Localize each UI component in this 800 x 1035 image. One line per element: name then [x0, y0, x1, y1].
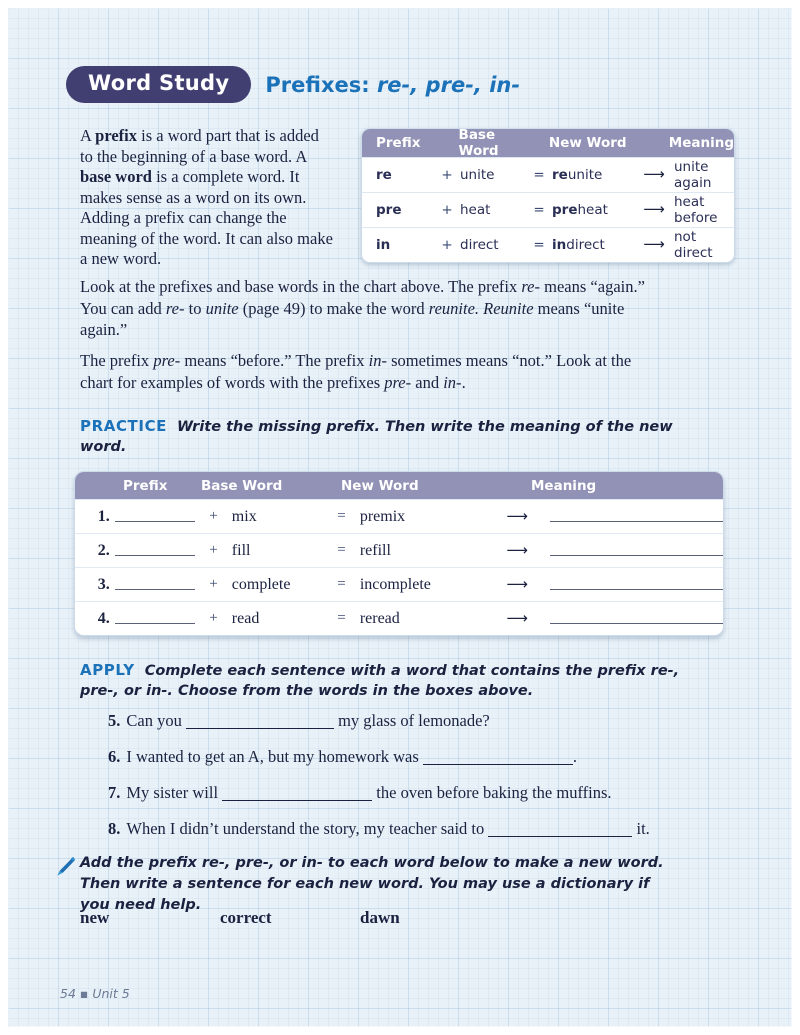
meaning-answer-field[interactable] — [550, 512, 723, 522]
item-number: 8. — [108, 819, 121, 838]
cell-base-word: complete — [231, 575, 291, 593]
cell-base-word: fill — [231, 541, 251, 559]
meaning-answer-field[interactable] — [550, 614, 723, 624]
list-item — [108, 711, 728, 731]
new-word-base-part: unite — [567, 167, 603, 183]
equals-sign: = — [337, 508, 346, 524]
item-number: 6. — [108, 747, 121, 766]
new-word-prefix-part: pre — [552, 202, 578, 218]
list-item — [108, 747, 728, 767]
new-word-prefix-part: in — [552, 237, 567, 253]
sentence-before: I wanted to get an A, but my homework was — [126, 747, 419, 766]
col-header-new-word: New Word — [341, 477, 419, 494]
answer-blank[interactable] — [488, 836, 632, 837]
answer-line — [115, 623, 195, 624]
arrow-icon: ⟶ — [506, 506, 528, 525]
sentence-before: When I didn’t understand the story, my teacher said to — [126, 819, 485, 838]
page-title-items: re-, pre-, in- — [376, 72, 521, 97]
page-title — [265, 73, 520, 97]
table-row — [362, 192, 734, 227]
list-item — [108, 819, 728, 839]
pencil-icon — [54, 855, 76, 877]
col-header-meaning: Meaning — [531, 477, 597, 494]
cell-base-word: heat — [460, 202, 491, 218]
cell-meaning: not direct — [674, 229, 713, 261]
word-list — [80, 908, 580, 928]
prefix-answer-field[interactable] — [115, 614, 195, 624]
col-header-base-word: Base Word — [458, 128, 499, 159]
plus-sign: + — [441, 237, 453, 253]
cell-meaning: heat before — [674, 194, 718, 226]
meaning-answer-field[interactable] — [550, 580, 723, 590]
answer-line — [115, 589, 195, 590]
intro-paragraph: A prefix is a word part that is added to the beginning of a base word. A base word is a complete word. It makes sense as a word on its own. Adding a prefix can change the meaning of the word. It can also make a new word. — [80, 126, 333, 268]
word-item: dawn — [360, 908, 400, 927]
arrow-icon: ⟶ — [643, 200, 665, 218]
table-row — [75, 567, 723, 601]
row-number: 2. — [97, 541, 110, 559]
sentence-after: it. — [636, 819, 650, 838]
col-header-prefix: Prefix — [123, 477, 168, 494]
answer-line — [115, 555, 195, 556]
plus-sign: + — [209, 508, 218, 524]
write-prompt — [80, 853, 680, 916]
cell-prefix: re — [376, 167, 392, 183]
sentence-before: My sister will — [126, 783, 219, 802]
prefix-answer-field[interactable] — [115, 546, 195, 556]
example-chart — [361, 128, 735, 263]
equals-sign: = — [337, 576, 346, 592]
col-header-meaning: Meaning — [668, 135, 734, 151]
prefix-answer-field[interactable] — [115, 580, 195, 590]
apply-directions — [80, 660, 680, 701]
sentence-before: Can you — [126, 711, 182, 730]
new-word-base-part: heat — [577, 202, 608, 218]
sentence-after: my glass of lemonade? — [338, 711, 490, 730]
word-item: new — [80, 908, 110, 927]
item-number: 7. — [108, 783, 121, 802]
col-header-prefix: Prefix — [376, 135, 421, 151]
list-item — [108, 783, 728, 803]
table-row — [75, 533, 723, 567]
plus-sign: + — [209, 542, 218, 558]
arrow-icon: ⟶ — [643, 165, 665, 183]
plus-sign: + — [209, 576, 218, 592]
cell-base-word: mix — [231, 507, 257, 525]
arrow-icon: ⟶ — [506, 540, 528, 559]
answer-line — [550, 555, 723, 556]
write-prompt-text: Add the prefix re-, pre-, or in- to each word below to make a new word. Then write a sentence for each new word. You may use a dictionary if you need help. — [80, 855, 664, 913]
plus-sign: + — [441, 202, 453, 218]
equals-sign: = — [337, 542, 346, 558]
item-number: 5. — [108, 711, 121, 730]
cell-meaning: unite again — [674, 159, 712, 191]
practice-directions — [80, 416, 680, 457]
table-row — [362, 227, 734, 262]
arrow-icon: ⟶ — [643, 235, 665, 253]
row-number: 3. — [97, 575, 110, 593]
apply-directions-text: Complete each sentence with a word that contains the prefix re-, pre-, or in-. Choose from the words in the boxes above. — [80, 663, 680, 699]
meaning-answer-field[interactable] — [550, 546, 723, 556]
answer-blank[interactable] — [423, 764, 573, 765]
cell-new-word: reread — [359, 609, 400, 627]
page-header — [66, 66, 520, 103]
apply-label: APPLY — [80, 661, 135, 679]
answer-blank[interactable] — [222, 800, 372, 801]
table-row — [75, 601, 723, 635]
word-study-badge: Word Study — [66, 66, 251, 103]
equals-sign: = — [533, 237, 545, 253]
row-number: 4. — [97, 609, 110, 627]
answer-blank[interactable] — [186, 728, 334, 729]
col-header-new-word: New Word — [548, 135, 627, 151]
plus-sign: + — [441, 167, 453, 183]
equals-sign: = — [337, 610, 346, 626]
sentence-after: the oven before baking the muffins. — [376, 783, 612, 802]
cell-new-word — [552, 202, 634, 218]
body-paragraph-1: Look at the prefixes and base words in the chart above. The prefix re- means “again.” You can add re- to unite (page 49) to make the word reunite. Reunite means “unite again.” — [80, 277, 645, 339]
practice-directions-text: Write the missing prefix. Then write the meaning of the new word. — [80, 419, 673, 455]
cell-base-word: read — [231, 609, 260, 627]
cell-new-word: incomplete — [359, 575, 431, 593]
practice-label: PRACTICE — [80, 417, 168, 435]
arrow-icon: ⟶ — [506, 574, 528, 593]
word-item: correct — [220, 908, 272, 927]
cell-base-word: direct — [460, 237, 499, 253]
worksheet-page — [8, 8, 792, 1027]
answer-line — [550, 589, 723, 590]
answer-line — [550, 521, 723, 522]
practice-table — [74, 471, 724, 636]
page-title-prefix: Prefixes: — [265, 72, 370, 97]
cell-new-word — [552, 237, 634, 253]
sentence-after: . — [572, 747, 577, 766]
prefix-answer-field[interactable] — [115, 512, 195, 522]
equals-sign: = — [533, 167, 545, 183]
col-header-base-word: Base Word — [201, 477, 283, 494]
answer-line — [550, 623, 723, 624]
page-footer: 54 ▪ Unit 5 — [60, 986, 130, 1001]
cell-new-word — [552, 167, 634, 183]
new-word-prefix-part: re — [552, 167, 568, 183]
practice-table-header-row — [75, 472, 723, 499]
cell-new-word: premix — [359, 507, 406, 525]
row-number: 1. — [97, 507, 110, 525]
cell-base-word: unite — [460, 167, 495, 183]
example-chart-header-row — [362, 129, 734, 157]
plus-sign: + — [209, 610, 218, 626]
table-row — [362, 157, 734, 192]
equals-sign: = — [533, 202, 545, 218]
new-word-base-part: direct — [566, 237, 605, 253]
arrow-icon: ⟶ — [506, 608, 528, 627]
body-paragraph-2: The prefix pre- means “before.” The prefix in- sometimes means “not.” Look at the chart for examples of words with the prefixes pre- and in-. — [80, 351, 632, 392]
cell-prefix: pre — [376, 202, 402, 218]
cell-new-word: refill — [359, 541, 391, 559]
cell-prefix: in — [376, 237, 391, 253]
answer-line — [115, 521, 195, 522]
table-row — [75, 499, 723, 533]
